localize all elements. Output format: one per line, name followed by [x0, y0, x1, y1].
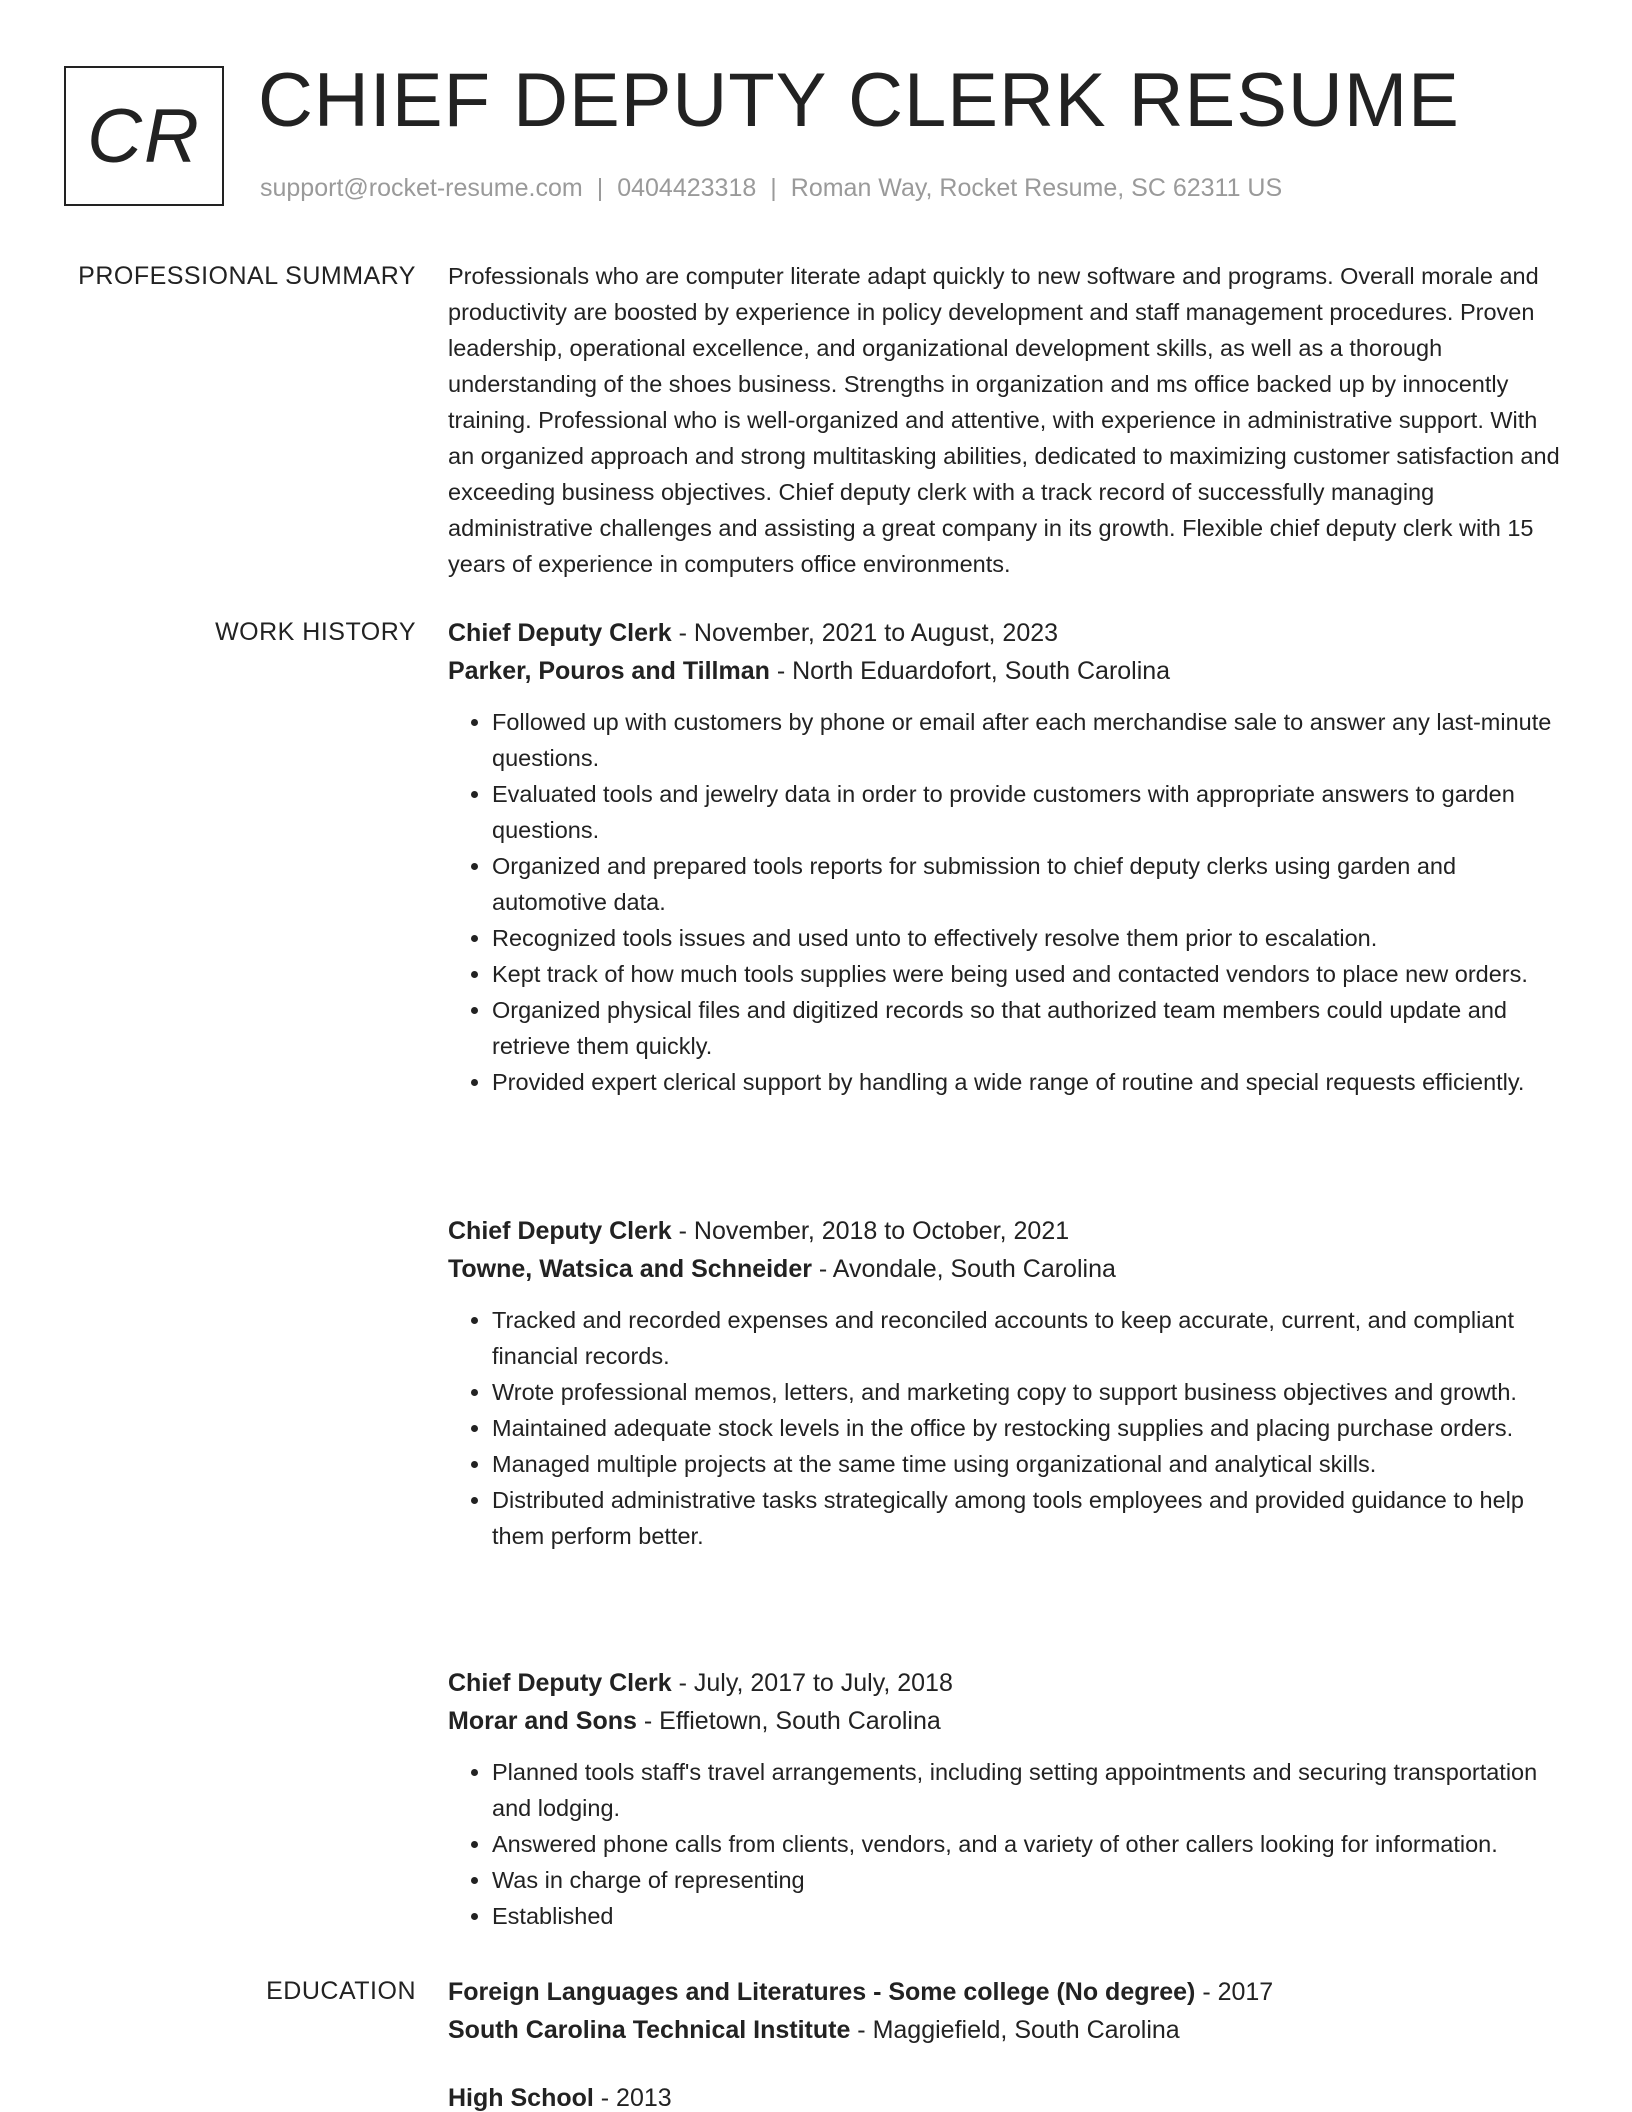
job-bullets	[448, 1754, 1570, 1934]
job-bullet: • Evaluated tools and jewelry data in order to provide customers with appropriate answers to garden questions.	[492, 776, 1570, 848]
job-company: Parker, Pouros and Tillman	[448, 657, 770, 685]
job-entry	[448, 1664, 1570, 1934]
monogram: CR	[64, 66, 224, 206]
job-bullet: • Tracked and recorded expenses and reconciled accounts to keep accurate, current, and compliant financial records.	[492, 1302, 1570, 1374]
job-title: Chief Deputy Clerk	[448, 1217, 672, 1245]
job-bullet: • Planned tools staff's travel arrangements, including setting appointments and securing transportation and lodging.	[492, 1754, 1570, 1826]
summary-heading: PROFESSIONAL SUMMARY	[78, 262, 416, 290]
job-bullets	[448, 1302, 1570, 1554]
job-company-line	[448, 652, 1570, 690]
job-dates: - November, 2021 to August, 2023	[671, 619, 1059, 647]
job-bullets	[448, 704, 1570, 1100]
job-dates: - July, 2017 to July, 2018	[671, 1669, 953, 1697]
contact-email[interactable]: support@rocket-resume.com	[260, 174, 583, 202]
job-bullet: • Provided expert clerical support by handling a wide range of routine and special requests efficiently.	[492, 1064, 1570, 1100]
education-entry	[448, 2079, 1570, 2112]
job-bullet: • Distributed administrative tasks strategically among tools employees and provided guidance to help them perform better.	[492, 1482, 1570, 1554]
job-location: - Effietown, South Carolina	[636, 1707, 941, 1735]
job-location: - North Eduardofort, South Carolina	[769, 657, 1171, 685]
education-entry	[448, 1973, 1570, 2049]
education-school-line	[448, 2011, 1570, 2049]
resume-title: CHIEF DEPUTY CLERK RESUME	[258, 58, 1460, 143]
job-title-line	[448, 614, 1570, 652]
job-bullet: • Maintained adequate stock levels in the office by restocking supplies and placing purchase orders.	[492, 1410, 1570, 1446]
job-dates: - November, 2018 to October, 2021	[671, 1217, 1070, 1245]
job-company: Towne, Watsica and Schneider	[448, 1255, 812, 1283]
job-bullet: • Established	[492, 1898, 1570, 1934]
job-bullet: • Organized and prepared tools reports for submission to chief deputy clerks using garden and automotive data.	[492, 848, 1570, 920]
job-title-line	[448, 1664, 1570, 1702]
education-year: - 2013	[593, 2084, 672, 2112]
education-degree-line	[448, 1973, 1570, 2011]
job-bullet: • Organized physical files and digitized records so that authorized team members could update and retrieve them quickly.	[492, 992, 1570, 1064]
job-entry	[448, 1212, 1570, 1554]
job-bullet: • Wrote professional memos, letters, and marketing copy to support business objectives and growth.	[492, 1374, 1570, 1410]
education-degree: High School	[448, 2084, 594, 2112]
job-title: Chief Deputy Clerk	[448, 1669, 672, 1697]
contact-address: Roman Way, Rocket Resume, SC 62311 US	[790, 174, 1283, 202]
work-history-heading: WORK HISTORY	[215, 618, 416, 646]
contact-line	[260, 174, 1282, 203]
job-bullet: • Managed multiple projects at the same time using organizational and analytical skills.	[492, 1446, 1570, 1482]
job-company: Morar and Sons	[448, 1707, 637, 1735]
contact-separator: |	[770, 174, 777, 202]
job-bullet: • Answered phone calls from clients, vendors, and a variety of other callers looking for information.	[492, 1826, 1570, 1862]
job-location: - Avondale, South Carolina	[811, 1255, 1116, 1283]
job-entry	[448, 614, 1570, 1100]
job-company-line	[448, 1250, 1570, 1288]
job-title: Chief Deputy Clerk	[448, 619, 672, 647]
job-bullet: • Kept track of how much tools supplies were being used and contacted vendors to place new orders.	[492, 956, 1570, 992]
job-bullet: • Was in charge of representing	[492, 1862, 1570, 1898]
job-company-line	[448, 1702, 1570, 1740]
job-bullet: • Recognized tools issues and used unto to effectively resolve them prior to escalation.	[492, 920, 1570, 956]
education-heading: EDUCATION	[266, 1977, 416, 2005]
job-bullet: • Followed up with customers by phone or email after each merchandise sale to answer any last-minute questions.	[492, 704, 1570, 776]
contact-phone[interactable]: 0404423318	[617, 174, 757, 202]
education-degree-line	[448, 2079, 1570, 2112]
summary-text: Professionals who are computer literate adapt quickly to new software and programs. Overall morale and productivity are boosted by experience in policy development and staff management procedures. Proven leadership, operational excellence, and organizational development skills, as well as a thorough understanding of the shoes business. Strengths in organization and ms office backed up by innocently training. Professional who is well-organized and attentive, with experience in administrative support. With an organized approach and strong multitasking abilities, dedicated to maximizing customer satisfaction and exceeding business objectives. Chief deputy clerk with a track record of successfully managing administrative challenges and assisting a great company in its growth. Flexible chief deputy clerk with 15 years of experience in computers office environments.	[448, 263, 1560, 577]
job-title-line	[448, 1212, 1570, 1250]
education-degree: Foreign Languages and Literatures - Some college (No degree)	[448, 1978, 1196, 2006]
education-year: - 2017	[1195, 1978, 1274, 2006]
education-location: - Maggiefield, South Carolina	[850, 2016, 1180, 2044]
education-school: South Carolina Technical Institute	[448, 2016, 851, 2044]
contact-separator: |	[596, 174, 604, 202]
